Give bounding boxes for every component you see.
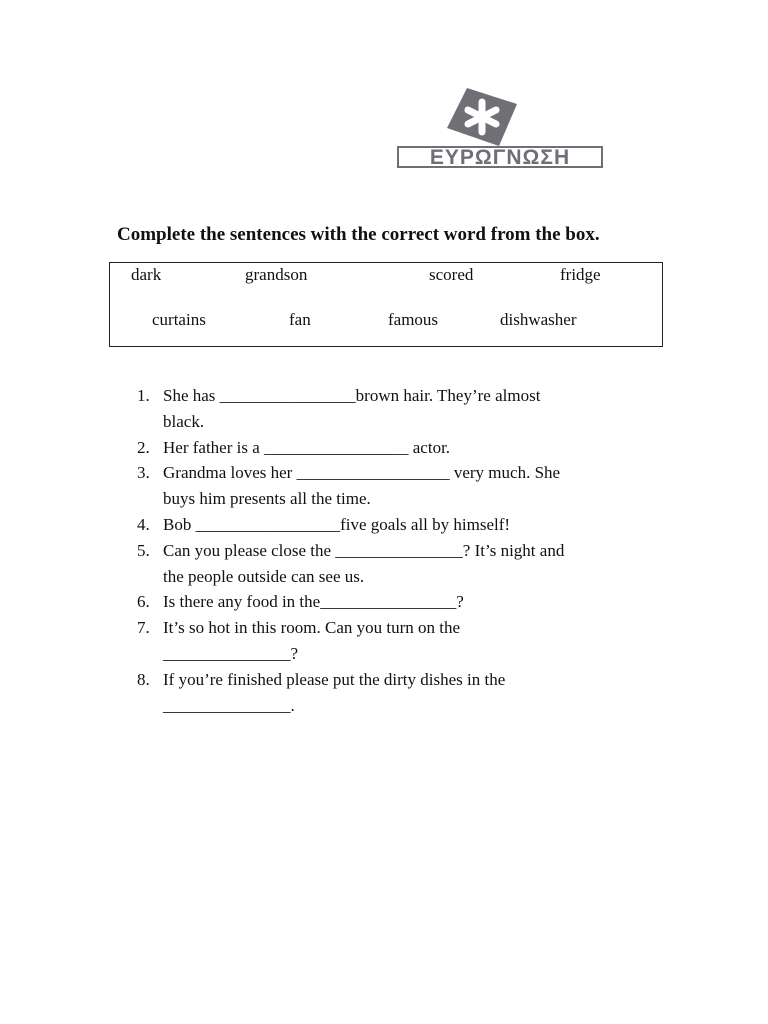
sentence-text: Can you please close the _______________? It’s night and xyxy=(163,540,565,560)
sentence-list xyxy=(137,383,667,718)
sentence-item xyxy=(137,383,667,435)
logo-wordmark: ΕΥΡΩΓΝΩΣΗ xyxy=(397,146,603,168)
publisher-logo xyxy=(397,88,607,172)
sentence-text: Bob _________________five goals all by himself! xyxy=(163,514,511,534)
word-box-word: famous xyxy=(388,310,439,329)
sentence-text: the people outside can see us. xyxy=(163,566,365,586)
word-box-word: scored xyxy=(429,265,474,284)
sentence-text: She has ________________brown hair. They’re almost xyxy=(163,386,541,405)
sentence-item xyxy=(137,667,667,719)
sentence-number: 6. xyxy=(137,592,150,612)
word-box-word: dishwasher xyxy=(500,310,577,329)
word-box xyxy=(109,262,663,347)
sentence-text: Is there any food in the________________? xyxy=(163,592,464,612)
sentence-number: 7. xyxy=(137,618,150,638)
sentence-item xyxy=(137,589,667,615)
word-box-word: curtains xyxy=(152,310,206,329)
word-box-word: grandson xyxy=(245,265,308,284)
word-box-word: dark xyxy=(131,265,162,284)
sentence-text: black. xyxy=(163,411,205,431)
sentence-text: Her father is a _________________ actor. xyxy=(163,437,451,457)
sentence-text: It’s so hot in this room. Can you turn on the xyxy=(163,618,461,638)
word-box-word: fan xyxy=(289,310,311,329)
sentence-number: 5. xyxy=(137,540,150,560)
sentence-text: If you’re finished please put the dirty dishes in the xyxy=(163,669,506,689)
sentence-number: 2. xyxy=(137,437,150,457)
sentence-text: _______________. xyxy=(163,695,295,715)
sentence-item xyxy=(137,435,667,461)
sentence-text: Grandma loves her __________________ very much. She xyxy=(163,463,561,483)
sentence-number: 3. xyxy=(137,463,150,483)
sentence-item xyxy=(137,460,667,512)
sentence-number: 4. xyxy=(137,514,150,534)
sentence-text: _______________? xyxy=(163,643,299,663)
logo-mark-icon xyxy=(447,88,517,146)
exercise-instruction: Complete the sentences with the correct word from the box. xyxy=(117,224,600,245)
sentence-text: buys him presents all the time. xyxy=(163,489,371,509)
sentence-item xyxy=(137,512,667,538)
sentence-item xyxy=(137,538,667,590)
sentence-number: 8. xyxy=(137,669,150,689)
word-box-word: fridge xyxy=(560,265,601,284)
sentence-number: 1. xyxy=(137,386,150,405)
sentence-item xyxy=(137,615,667,667)
